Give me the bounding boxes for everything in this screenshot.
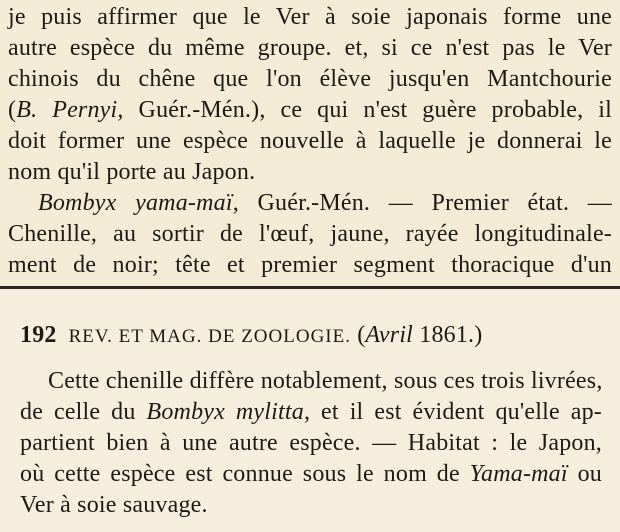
bottom-line-2-prefix: de celle du	[20, 399, 147, 425]
top-line-4-prefix: (	[8, 97, 17, 123]
top-line-8: Chenille, au sortir de l'œuf, jaune, rayée longitudinale-	[8, 221, 612, 247]
bottom-line-4	[20, 459, 602, 489]
page-number: 192	[20, 322, 57, 348]
page-divider	[0, 286, 620, 289]
top-line-6: nom qu'il porte au Japon.	[8, 159, 256, 185]
top-line-1: je puis affirmer que le Ver à soie japonais forme une	[8, 4, 612, 30]
bottom-line-2	[20, 397, 602, 427]
top-line-4	[8, 95, 612, 125]
species-name-mylitta: Bombyx mylitta	[146, 399, 304, 425]
top-line-7	[38, 188, 612, 218]
top-line-9: ment de noir; tête et premier segment thoracique d'un	[8, 252, 612, 278]
bottom-line-4-rest: ou	[567, 461, 602, 487]
top-line-4-rest: , Guér.-Mén.), ce qui n'est guère probable, il	[117, 97, 612, 123]
top-line-7-rest: , Guér.-Mén. — Premier état. —	[232, 190, 612, 216]
bottom-line-1: Cette chenille diffère notablement, sous ces trois livrées,	[48, 368, 603, 394]
common-name-yama-mai: Yama-maï	[469, 461, 568, 487]
top-line-2: autre espèce du même groupe. et, si ce n'est pas le Ver	[8, 35, 612, 61]
bottom-line-3: partient bien à une autre espèce. — Habitat : le Japon,	[20, 430, 602, 456]
top-line-5: doit former une espèce nouvelle à laquelle je donnerai le	[8, 128, 612, 154]
date-year: 1861.)	[413, 322, 483, 348]
bottom-line-2-rest: , et il est évident qu'elle ap-	[303, 399, 602, 425]
top-line-3: chinois du chêne que l'on élève jusqu'en Mantchourie	[8, 66, 612, 92]
bottom-line-5: Ver à soie sauvage.	[20, 492, 208, 518]
date-open: (	[357, 322, 366, 348]
date-month: Avril	[365, 322, 414, 348]
running-header	[20, 320, 600, 352]
running-title: REV. ET MAG. DE ZOOLOGIE.	[68, 326, 351, 347]
bottom-line-4-prefix: où cette espèce est connue sous le nom de	[20, 461, 470, 487]
species-name-yama-mai: Bombyx yama-maï	[38, 190, 233, 216]
species-name-pernyi: B. Pernyi	[16, 97, 118, 123]
